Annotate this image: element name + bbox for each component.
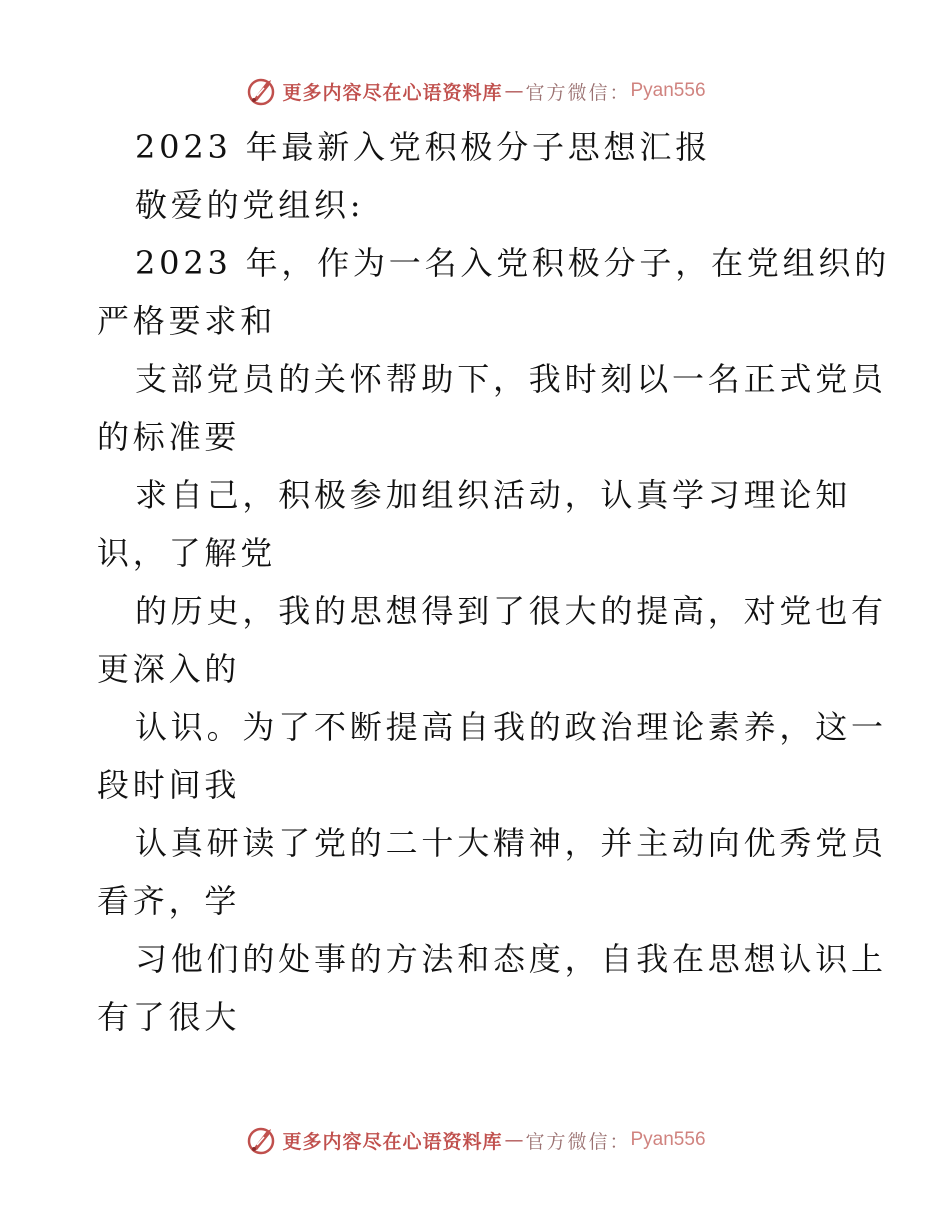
watermark-main-text: 更多内容尽在心语资料库 xyxy=(282,1130,503,1153)
paragraph-line: 看齐，学 xyxy=(97,882,241,920)
document-body xyxy=(97,118,917,1046)
watermark-wechat-label: 官方微信： xyxy=(525,81,631,104)
watermark-wechat-id: Pyan556 xyxy=(630,80,706,101)
watermark-wechat-label: 官方微信： xyxy=(525,1130,631,1153)
salutation: 敬爱的党组织: xyxy=(135,186,365,224)
watermark-wechat-id: Pyan556 xyxy=(630,1129,706,1150)
paragraph-line: 认识。为了不断提高自我的政治理论素养，这一 xyxy=(135,708,887,746)
paragraph-line: 2023 年，作为一名入党积极分子，在党组织的 xyxy=(135,244,891,282)
watermark-dash: — xyxy=(504,1129,524,1151)
paragraph-line: 严格要求和 xyxy=(97,302,277,340)
paragraph-line: 习他们的处事的方法和态度，自我在思想认识上 xyxy=(135,940,887,978)
quill-pen-logo-icon xyxy=(244,74,278,108)
paragraph-line: 的历史，我的思想得到了很大的提高，对党也有 xyxy=(135,592,887,630)
watermark-main-text: 更多内容尽在心语资料库 xyxy=(282,81,503,104)
footer-watermark xyxy=(0,1120,950,1160)
document-title: 2023 年最新入党积极分子思想汇报 xyxy=(135,128,712,166)
paragraph-line: 识，了解党 xyxy=(97,534,277,572)
paragraph-line: 的标准要 xyxy=(97,418,241,456)
paragraph-line: 有了很大 xyxy=(97,998,241,1036)
paragraph-line: 认真研读了党的二十大精神，并主动向优秀党员 xyxy=(135,824,887,862)
quill-pen-logo-icon xyxy=(244,1123,278,1157)
watermark-dash: — xyxy=(504,80,524,102)
paragraph-line: 求自己，积极参加组织活动，认真学习理论知 xyxy=(135,476,852,514)
header-watermark xyxy=(0,71,950,111)
paragraph-line: 支部党员的关怀帮助下，我时刻以一名正式党员 xyxy=(135,360,887,398)
paragraph-line: 段时间我 xyxy=(97,766,241,804)
paragraph-line: 更深入的 xyxy=(97,650,241,688)
